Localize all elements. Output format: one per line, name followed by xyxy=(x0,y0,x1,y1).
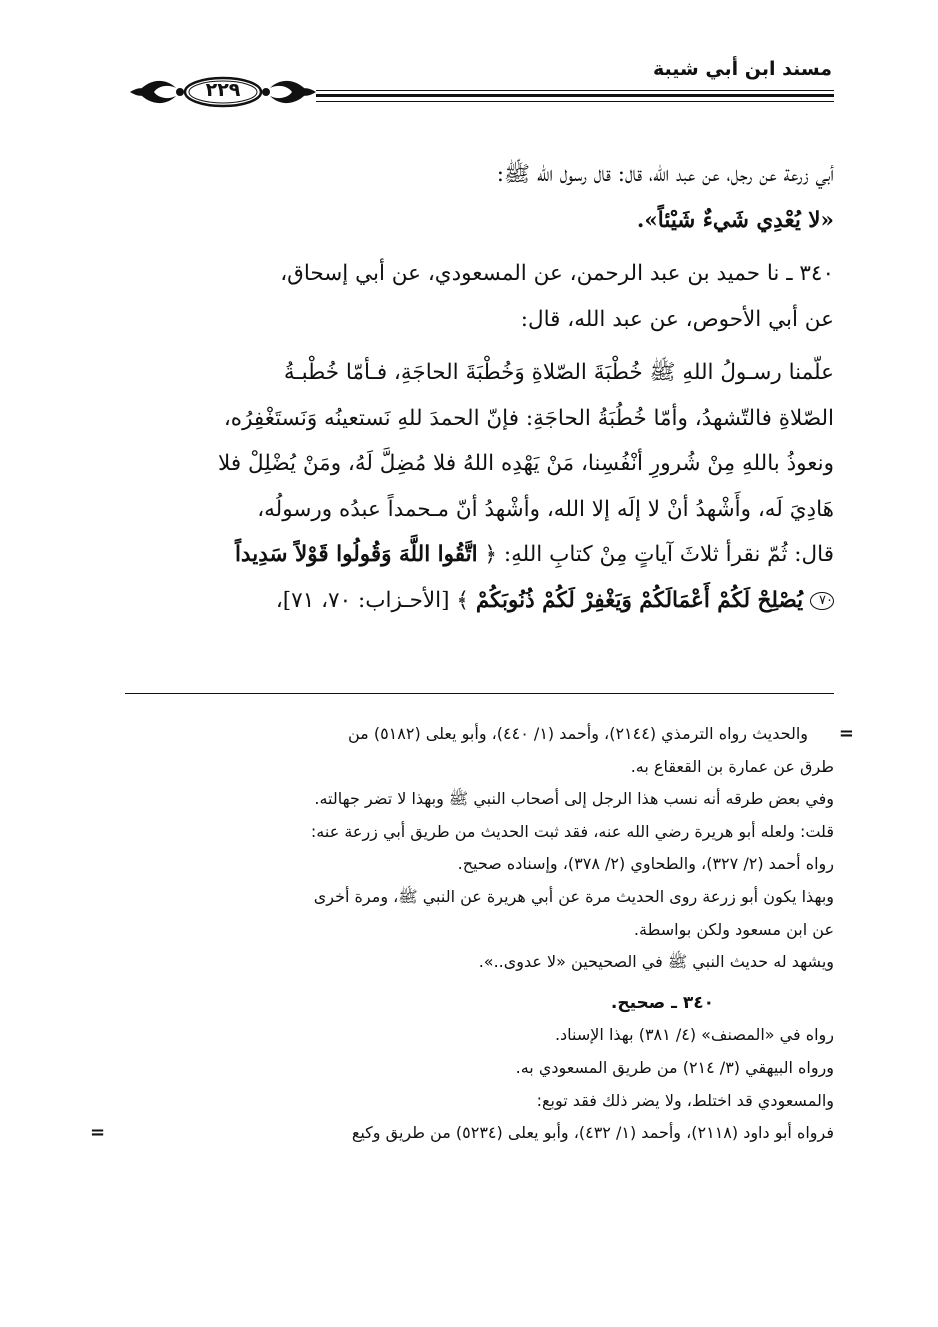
footnote-line: رواه أحمد (٢/ ٣٢٧)، والطحاوي (٢/ ٣٧٨)، وإسناده صحيح. xyxy=(457,854,834,874)
header-rule-thick xyxy=(316,94,834,97)
footnote-line: وفي بعض طرقه أنه نسب هذا الرجل إلى أصحاب النبي ﷺ وبهذا لا تضر جهالته. xyxy=(314,789,834,809)
quran-line-1 xyxy=(118,532,834,578)
text-line: الصّلاةِ فالتّشهدُ، وأمّا خُطُبَةُ الحاجَةِ: فإنّ الحمدَ للهِ نَستعينُه وَنَستَغْفِرُه، xyxy=(223,405,834,431)
header-rule xyxy=(316,101,834,102)
header-rule xyxy=(316,90,834,91)
quran-line-2 xyxy=(118,578,834,624)
text-line: هَادِيَ لَه، وأَشْهدُ أنْ لا إلَه إلا الله، وأشْهدُ أنّ مـحمداً عبدُه ورسولُه، xyxy=(257,496,834,522)
footnote-separator xyxy=(125,693,834,694)
text-line: ٣٤٠ ـ نا حميد بن عبد الرحمن، عن المسعودي، عن أبي إسحاق، xyxy=(280,261,834,286)
text-segment: قال: ثُمّ نقرأ ثلاثَ آياتٍ مِنْ كتابِ اللهِ: ﴿ xyxy=(484,542,834,567)
book-title: مسند ابن أبي شيبة xyxy=(652,58,832,80)
footnote-line: طرق عن عمارة بن القعقاع به. xyxy=(630,756,834,776)
text-line: أبي زرعة عن رجل، عن عبد الله، قال: قال رسول الله ﷺ: xyxy=(496,162,834,187)
continuation-mark: = xyxy=(838,723,854,744)
footnote-line: وبهذا يكون أبو زرعة روى الحديث مرة عن أبي هريرة عن النبي ﷺ، ومرة أخرى xyxy=(313,886,834,906)
quran-verse: يُصْلِحْ لَكُمْ أَعْمَالَكُمْ وَيَغْفِرْ لَكُمْ ذُنُوبَكُمْ xyxy=(475,587,804,613)
footnote-line: ورواه البيهقي (٣/ ٢١٤) من طريق المسعودي به. xyxy=(515,1057,834,1077)
text-line: ونعوذُ باللهِ مِنْ شُرورِ أنْفُسِنا، مَنْ يَهْدِه اللهُ فلا مُضِلَّ لَهُ، ومَنْ يُضْلِلْ فلا xyxy=(218,451,834,476)
hadith-340-isnad xyxy=(118,251,834,297)
verse-number-mark: ٧٠ xyxy=(810,592,834,610)
footnotes xyxy=(90,718,854,1150)
main-text xyxy=(118,152,834,623)
text-segment: ﴾ [الأحـزاب: ٧٠، ٧١]، xyxy=(275,587,469,613)
footnote-heading: ٣٤٠ ـ صحيح. xyxy=(610,992,714,1013)
footnote-line: عن ابن مسعود ولكن بواسطة. xyxy=(633,919,834,939)
footnote-line: والحديث رواه الترمذي (٢١٤٤)، وأحمد (١/ ٤٤٠)، وأبو يعلى (٥١٨٢) من xyxy=(347,724,808,743)
hadith-quote: «لا يُعْدِي شَيءٌ شَيْئاً». xyxy=(636,207,834,233)
footnote-line: والمسعودي قد اختلط، ولا يضر ذلك فقد توبع: xyxy=(536,1090,834,1110)
footnote-line xyxy=(90,1117,834,1150)
page-number: ٢٢٩ xyxy=(205,79,241,101)
continuation-mark-end: = xyxy=(90,1122,106,1144)
footnote-line: قلت: ولعله أبو هريرة رضي الله عنه، فقد ثبت الحديث من طريق أبي زرعة عنه: xyxy=(310,821,834,841)
text-line: عن أبي الأحوص، عن عبد الله، قال: xyxy=(520,306,834,332)
footnote-line: ويشهد له حديث النبي ﷺ في الصحيحين «لا عدوى..». xyxy=(478,952,834,972)
footnote-text: فرواه أبو داود (٢١١٨)، وأحمد (١/ ٤٣٢)، وأبو يعلى (٥٢٣٤) من طريق وكيع xyxy=(351,1123,834,1143)
quran-verse: اتَّقُوا اللَّهَ وَقُولُوا قَوْلاً سَدِيداً xyxy=(234,542,478,567)
footnote-line: رواه في «المصنف» (٤/ ٣٨١) بهذا الإسناد. xyxy=(554,1025,834,1045)
text-line: علّمنا رسـولُ اللهِ ﷺ خُطْبَةَ الصّلاةِ وَخُطْبَةَ الحاجَةِ، فـأمّا خُطْبـةُ xyxy=(283,360,834,385)
